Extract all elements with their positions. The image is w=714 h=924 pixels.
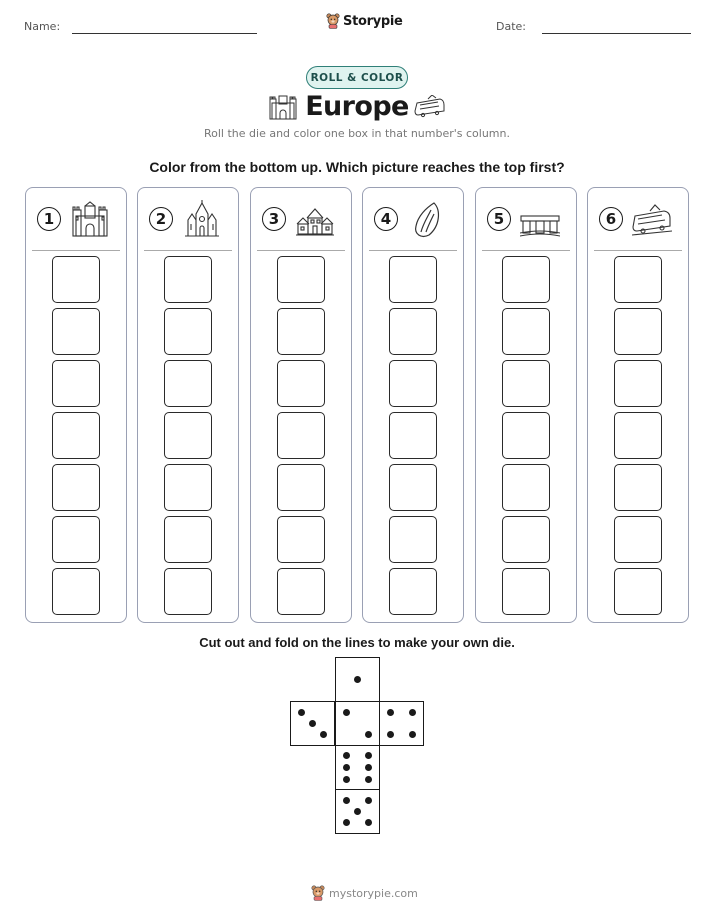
color-box[interactable]: [277, 412, 325, 459]
die-pip: [343, 819, 350, 826]
color-box[interactable]: [502, 412, 550, 459]
color-box[interactable]: [52, 256, 100, 303]
column-number: 1: [37, 207, 61, 231]
brand-name: Storypie: [343, 13, 403, 29]
column-4: [362, 187, 464, 623]
brand-logo: [326, 13, 403, 29]
color-box[interactable]: [389, 568, 437, 615]
color-box[interactable]: [614, 412, 662, 459]
die-pip: [343, 764, 350, 771]
column-divider: [32, 250, 120, 251]
color-box[interactable]: [164, 568, 212, 615]
color-box[interactable]: [502, 516, 550, 563]
die-pip: [343, 752, 350, 759]
color-box[interactable]: [164, 516, 212, 563]
roll-and-color-badge: ROLL & COLOR: [306, 66, 408, 89]
color-box[interactable]: [614, 516, 662, 563]
page-title: Europe: [305, 91, 409, 122]
cathedral-icon: [182, 200, 222, 240]
footer: [311, 885, 418, 901]
tram-icon: [414, 95, 446, 119]
color-box[interactable]: [614, 308, 662, 355]
color-box[interactable]: [52, 516, 100, 563]
die-pip: [409, 731, 416, 738]
color-box[interactable]: [389, 464, 437, 511]
stonehenge-icon: [520, 200, 560, 240]
color-box[interactable]: [389, 308, 437, 355]
date-label: Date:: [496, 20, 526, 33]
color-box[interactable]: [389, 360, 437, 407]
die-pip: [365, 752, 372, 759]
village-houses-icon: [295, 200, 335, 240]
color-box[interactable]: [52, 568, 100, 615]
die-pip: [354, 676, 361, 683]
name-label: Name:: [24, 20, 61, 33]
tram-icon: [632, 200, 672, 240]
color-box[interactable]: [52, 412, 100, 459]
color-box[interactable]: [277, 308, 325, 355]
color-box[interactable]: [614, 568, 662, 615]
cut-instruction: Cut out and fold on the lines to make your own die.: [199, 635, 515, 650]
color-box[interactable]: [277, 464, 325, 511]
column-divider: [369, 250, 457, 251]
column-6: [587, 187, 689, 623]
instruction: Color from the bottom up. Which picture reaches the top first?: [149, 159, 565, 175]
color-box[interactable]: [164, 256, 212, 303]
die-pip: [365, 764, 372, 771]
die-pip: [365, 731, 372, 738]
color-box[interactable]: [277, 360, 325, 407]
almond-icon: [407, 200, 447, 240]
color-box[interactable]: [614, 360, 662, 407]
column-divider: [482, 250, 570, 251]
column-2: [137, 187, 239, 623]
color-box[interactable]: [389, 256, 437, 303]
bear-mascot-icon: [326, 13, 340, 29]
color-box[interactable]: [164, 464, 212, 511]
die-pip: [298, 709, 305, 716]
column-divider: [144, 250, 232, 251]
color-box[interactable]: [502, 568, 550, 615]
name-line[interactable]: [72, 33, 257, 34]
column-5: [475, 187, 577, 623]
die-face-3: [290, 701, 335, 746]
die-face-1: [335, 657, 380, 702]
column-divider: [594, 250, 682, 251]
column-number: 3: [262, 207, 286, 231]
column-number: 4: [374, 207, 398, 231]
die-pip: [387, 709, 394, 716]
color-box[interactable]: [502, 360, 550, 407]
color-box[interactable]: [389, 412, 437, 459]
color-box[interactable]: [52, 360, 100, 407]
date-line[interactable]: [542, 33, 691, 34]
die-pip: [365, 776, 372, 783]
column-number: 5: [487, 207, 511, 231]
die-face-6: [335, 745, 380, 790]
die-pip: [365, 819, 372, 826]
die-pip: [387, 731, 394, 738]
color-box[interactable]: [277, 256, 325, 303]
color-box[interactable]: [389, 516, 437, 563]
color-box[interactable]: [277, 568, 325, 615]
die-pip: [343, 776, 350, 783]
color-box[interactable]: [614, 256, 662, 303]
column-1: [25, 187, 127, 623]
color-box[interactable]: [614, 464, 662, 511]
bear-mascot-icon: [311, 885, 325, 901]
color-box[interactable]: [277, 516, 325, 563]
subtitle: Roll the die and color one box in that number's column.: [204, 127, 510, 140]
color-box[interactable]: [502, 308, 550, 355]
die-pip: [343, 709, 350, 716]
column-3: [250, 187, 352, 623]
color-box[interactable]: [502, 464, 550, 511]
footer-url[interactable]: mystorypie.com: [329, 886, 418, 900]
die-pip: [309, 720, 316, 727]
die-pip: [343, 797, 350, 804]
column-number: 6: [599, 207, 623, 231]
color-box[interactable]: [502, 256, 550, 303]
color-box[interactable]: [164, 308, 212, 355]
color-box[interactable]: [52, 308, 100, 355]
color-box[interactable]: [52, 464, 100, 511]
castle-icon: [70, 200, 110, 240]
die-face-2: [335, 701, 380, 746]
die-pip: [365, 797, 372, 804]
color-box[interactable]: [164, 360, 212, 407]
die-pip: [320, 731, 327, 738]
die-pip: [354, 808, 361, 815]
color-box[interactable]: [164, 412, 212, 459]
column-number: 2: [149, 207, 173, 231]
die-pip: [409, 709, 416, 716]
die-face-4: [379, 701, 424, 746]
die-face-5: [335, 789, 380, 834]
column-divider: [257, 250, 345, 251]
